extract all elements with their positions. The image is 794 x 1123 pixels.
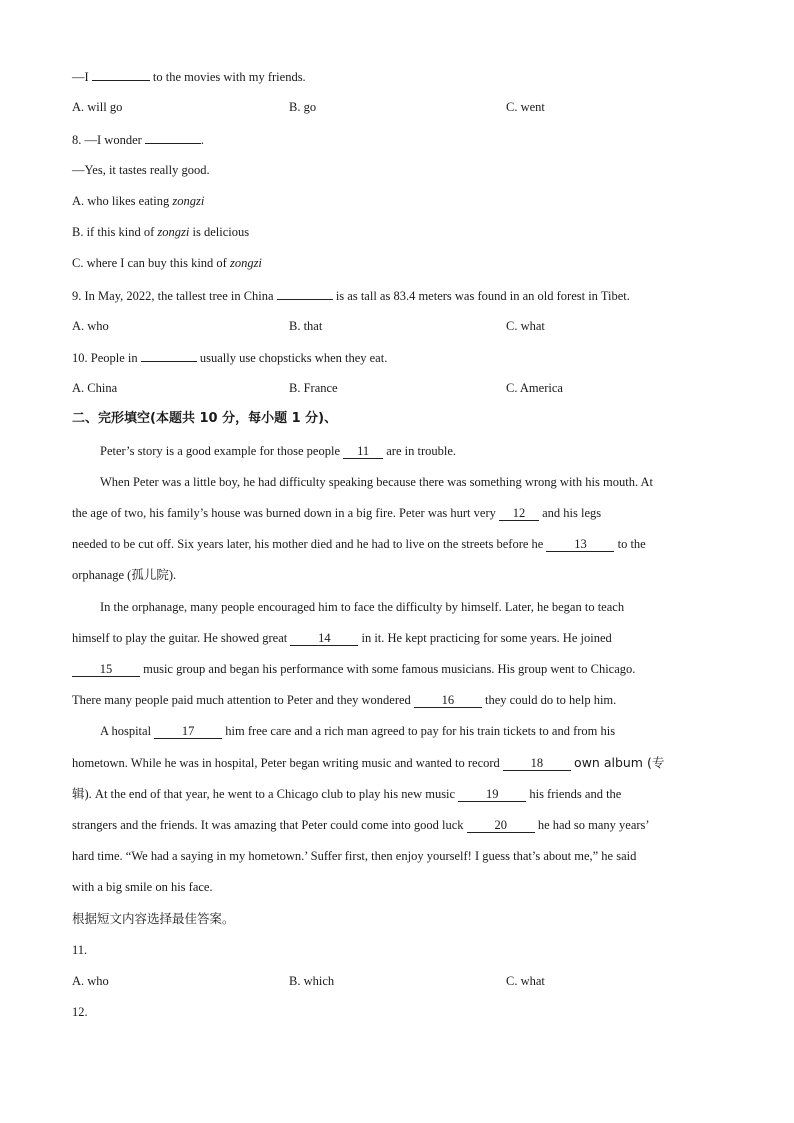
q9-stem: 9. In May, 2022, the tallest tree in China is as tall as 83.4 meters was found in an old forest in Tibet. [72, 289, 630, 303]
blank-11: 11 [343, 444, 383, 459]
passage-line-3: the age of two, his family’s house was burned down in a big fire. Peter was hurt very 12 and his legs [72, 506, 602, 520]
q9-option-c[interactable]: C. what [506, 319, 545, 333]
q9-option-a[interactable]: A. who [72, 319, 109, 333]
q10-blank [141, 349, 197, 362]
q11-number: 11. [72, 943, 88, 957]
q8-option-b[interactable]: B. if this kind of zongzi is delicious [72, 225, 250, 239]
passage-line-9: There many people paid much attention to Peter and they wondered 16 they could do to help him. [72, 693, 617, 707]
passage-line-1: Peter’s story is a good example for those people 11 are in trouble. [100, 444, 457, 458]
passage-line-5: orphanage (孤儿院). [72, 568, 177, 582]
blank-18: 18 [503, 756, 571, 771]
passage-line-7: himself to play the guitar. He showed great 14 in it. He kept practicing for some years. He joined [72, 631, 612, 645]
q7-option-c[interactable]: C. went [506, 100, 545, 114]
blank-15: 15 [72, 662, 140, 677]
blank-12: 12 [499, 506, 539, 521]
passage-line-6: In the orphanage, many people encouraged him to face the difficulty by himself. Later, he began to teach [100, 600, 625, 614]
q7-answer-line: —I to the movies with my friends. [72, 70, 306, 84]
q12-number: 12. [72, 1005, 88, 1019]
blank-20: 20 [467, 818, 535, 833]
passage-line-15: with a big smile on his face. [72, 880, 213, 894]
section-2-instruction: 根据短文内容选择最佳答案。 [72, 911, 235, 926]
blank-19: 19 [458, 787, 526, 802]
section-2-heading: 二、完形填空(本题共 10 分，每小题 1 分)、 [72, 411, 338, 426]
q11-option-a[interactable]: A. who [72, 974, 109, 988]
q8-reply: —Yes, it tastes really good. [72, 163, 210, 177]
q9-blank [277, 287, 333, 300]
q9-option-b[interactable]: B. that [289, 319, 323, 333]
passage-line-4: needed to be cut off. Six years later, his mother died and he had to live on the streets before he 13 to the [72, 537, 646, 551]
q8-stem: 8. —I wonder . [72, 133, 205, 147]
blank-13: 13 [546, 537, 614, 552]
passage-line-8: 15 music group and began his performance with some famous musicians. His group went to Chicago. [72, 661, 635, 677]
q10-option-b[interactable]: B. France [289, 381, 338, 395]
q8-option-c[interactable]: C. where I can buy this kind of zongzi [72, 256, 262, 270]
blank-17: 17 [154, 724, 222, 739]
q7-option-a[interactable]: A. will go [72, 100, 123, 114]
passage-line-13: strangers and the friends. It was amazing that Peter could come into good luck 20 he had so many years’ [72, 818, 650, 832]
passage-line-12: 辑). At the end of that year, he went to a Chicago club to play his new music 19 his friends and the [72, 787, 622, 801]
q8-blank [145, 131, 201, 144]
blank-16: 16 [414, 693, 482, 708]
passage-line-11: hometown. While he was in hospital, Peter began writing music and wanted to record 18 own album (专 [72, 755, 665, 770]
blank-14: 14 [290, 631, 358, 646]
passage-line-2: When Peter was a little boy, he had difficulty speaking because there was something wrong with his mouth. At [100, 475, 654, 489]
q10-stem: 10. People in usually use chopsticks when they eat. [72, 351, 388, 365]
q8-option-a[interactable]: A. who likes eating zongzi [72, 194, 205, 208]
q10-option-c[interactable]: C. America [506, 381, 563, 395]
q7-blank [92, 68, 150, 81]
passage-line-10: A hospital 17 him free care and a rich man agreed to pay for his train tickets to and from his [100, 724, 616, 738]
passage-line-14: hard time. “We had a saying in my hometown.’ Suffer first, then enjoy yourself! I guess that’s about me,” he said [72, 849, 637, 863]
q11-option-c[interactable]: C. what [506, 974, 545, 988]
q11-option-b[interactable]: B. which [289, 974, 335, 988]
q10-option-a[interactable]: A. China [72, 381, 118, 395]
q7-option-b[interactable]: B. go [289, 100, 317, 114]
